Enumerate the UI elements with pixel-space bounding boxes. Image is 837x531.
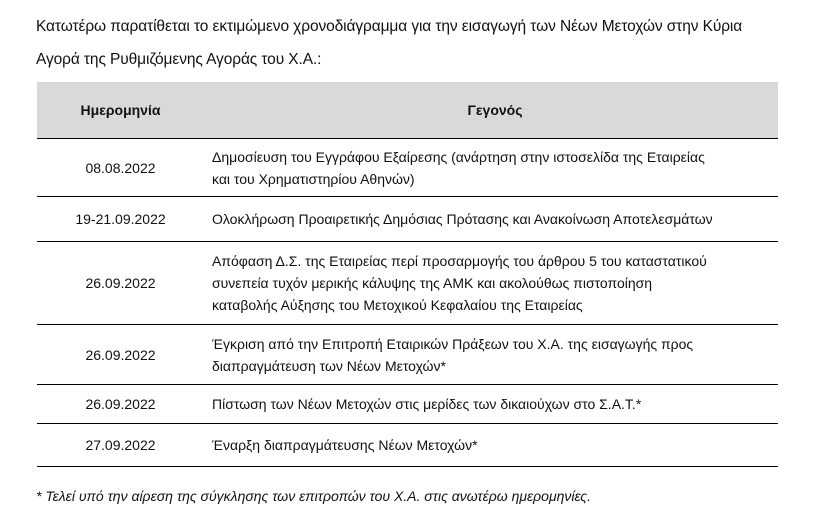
row-event <box>204 139 778 197</box>
row-event <box>204 197 778 242</box>
row-event <box>204 424 778 467</box>
row-event-line: Δημοσίευση του Εγγράφου Εξαίρεσης (ανάρτηση στην ιστοσελίδα της Εταιρείας <box>212 148 705 165</box>
row-event <box>204 325 778 385</box>
row-date: 26.09.2022 <box>37 242 204 325</box>
row-event <box>204 385 778 424</box>
row-event-line: συνεπεία τυχόν μερικής κάλυψης της ΑΜΚ και ακολούθως πιστοποίηση <box>212 275 653 291</box>
row-event-line: Απόφαση Δ.Σ. της Εταιρείας περί προσαρμογής του άρθρου 5 του καταστατικού <box>212 253 707 269</box>
table-row <box>37 242 778 325</box>
row-event-line: Πίστωση των Νέων Μετοχών στις μερίδες των δικαιούχων στο Σ.Α.Τ.* <box>212 396 642 412</box>
table-row <box>37 139 778 197</box>
row-event <box>204 242 778 325</box>
table-row <box>37 325 778 385</box>
intro-paragraph <box>36 10 836 76</box>
row-event-line: Έναρξη διαπραγμάτευσης Νέων Μετοχών* <box>212 437 478 453</box>
row-date: 08.08.2022 <box>37 139 204 197</box>
row-date: 19-21.09.2022 <box>37 197 204 242</box>
row-date: 26.09.2022 <box>37 325 204 385</box>
header-event: Γεγονός <box>204 82 778 139</box>
row-date: 27.09.2022 <box>37 424 204 467</box>
table-row <box>37 424 778 467</box>
row-event-line: Έγκριση από την Επιτροπή Εταιρικών Πράξεων του Χ.Α. της εισαγωγής προς <box>212 335 694 352</box>
row-event-line: Ολοκλήρωση Προαιρετικής Δημόσιας Πρότασης και Ανακοίνωση Αποτελεσμάτων <box>212 211 713 227</box>
row-event-line: διαπραγμάτευση των Νέων Μετοχών* <box>212 357 446 374</box>
row-event-line: καταβολής Αύξησης του Μετοχικού Κεφαλαίου της Εταιρείας <box>212 297 583 313</box>
footnote: * Τελεί υπό την αίρεση της σύγκλησης των επιτροπών του Χ.Α. στις ανωτέρω ημερομηνίες. <box>36 488 591 504</box>
intro-line-1: Κατωτέρω παρατίθεται το εκτιμώμενο χρονοδιάγραμμα για την εισαγωγή των Νέων Μετοχών στην Κύρια <box>36 18 743 35</box>
table-row <box>37 197 778 242</box>
row-event-line: και του Χρηματιστηρίου Αθηνών) <box>212 170 415 187</box>
table-header-row <box>37 82 778 139</box>
header-date: Ημερομηνία <box>37 82 204 139</box>
table-row <box>37 385 778 424</box>
row-date: 26.09.2022 <box>37 385 204 424</box>
intro-line-2: Αγορά της Ρυθμιζόμενης Αγοράς του Χ.Α.: <box>36 51 322 68</box>
schedule-table <box>37 82 778 467</box>
